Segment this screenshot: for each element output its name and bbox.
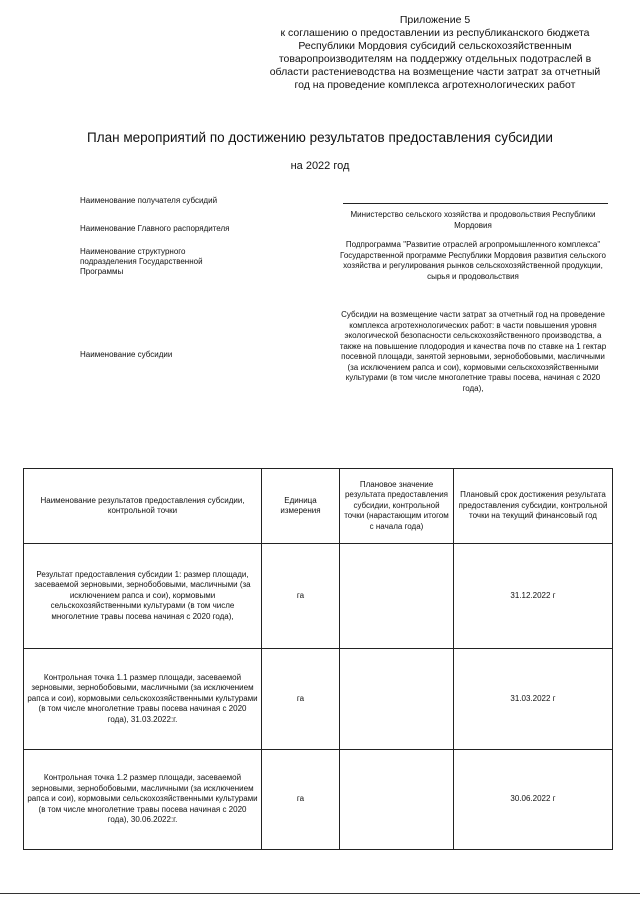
row-plan-value: [340, 649, 454, 750]
row-unit: га: [262, 544, 340, 649]
plan-title: План мероприятий по достижению результатов предоставления субсидии: [87, 130, 553, 145]
table-row: [24, 750, 613, 850]
subdivision-value: Подпрограмма "Развитие отраслей агропромышленного комплекса" Государственной программе Республики Мордовия развития сельского хозяйства и регулирования рынков сельскохозяйственной продукции, сырья и продовольствия: [340, 240, 606, 281]
appendix-line: год на проведение комплекса агротехнологических работ: [294, 79, 576, 91]
row-name: Контрольная точка 1.1 размер площади, засеваемой зерновыми, зернобобовыми, масличными (за исключением рапса и сои), кормовыми сельскохозяйственными культурами (в том числе многолетние травы посева начиная с 2020 года), 31.03.2022:г.: [24, 649, 262, 750]
row-plan-value: [340, 544, 454, 649]
distributor-value: Министерство сельского хозяйства и продовольствия Республики Мордовия: [350, 210, 596, 230]
plan-year: на 2022 год: [290, 160, 350, 172]
table-header-row: [24, 469, 613, 544]
appendix-title: Приложение 5: [399, 14, 471, 26]
subsidy-label: Наименование субсидии: [80, 350, 173, 359]
table-row: [24, 544, 613, 649]
header-plan-value: Плановое значение результата предоставления субсидии, контрольной точки (нарастающим итогом с начала года): [340, 469, 454, 544]
header-result-name: Наименование результатов предоставления субсидии, контрольной точки: [24, 469, 262, 544]
appendix-line: к соглашению о предоставлении из республиканского бюджета: [280, 27, 590, 39]
row-deadline: 30.06.2022 г: [454, 750, 613, 850]
row-deadline: 31.12.2022 г: [454, 544, 613, 649]
header-deadline: Плановый срок достижения результата предоставления субсидии, контрольной точки на текущий финансовый год: [454, 469, 613, 544]
page-bottom-divider: [0, 893, 640, 894]
row-deadline: 31.03.2022 г: [454, 649, 613, 750]
results-table: [23, 468, 613, 850]
appendix-line: товаропроизводителям на поддержку отдельных подотраслей в: [278, 53, 592, 65]
row-unit: га: [262, 649, 340, 750]
subdivision-label: Наименование структурного подразделения Государственной Программы: [80, 247, 203, 276]
row-plan-value: [340, 750, 454, 850]
header-unit: Единица измерения: [262, 469, 340, 544]
row-name: Результат предоставления субсидии 1: размер площади, засеваемой зерновыми, зернобобовыми, масличными (за исключением рапса и сои), кормовыми сельскохозяйственными культурами (в том числе многолетние травы посева начиная с 2020 года),: [24, 544, 262, 649]
recipient-label: Наименование получателя субсидий: [80, 196, 218, 205]
table-row: [24, 649, 613, 750]
appendix-line: области растениеводства на возмещение части затрат за отчетный: [269, 66, 601, 78]
appendix-line: Республики Мордовия субсидий сельскохозяйственным: [298, 40, 572, 52]
row-unit: га: [262, 750, 340, 850]
subsidy-value: Субсидии на возмещение части затрат за отчетный год на проведение комплекса агротехнологических работ: в части повышения уровня экологической безопасности сельскохозяйственного производства, а также на повышение плодородия и качества почв по ставке на 1 гектар посевной площади, занятой зерновыми, зернобобовыми, масличными (за исключением рапса и сои), кормовыми сельскохозяйственными культурами (в том числе многолетние травы посева, начиная с 2020 года),: [339, 310, 607, 393]
distributor-label: Наименование Главного распорядителя: [80, 224, 230, 233]
recipient-underline: [343, 203, 608, 204]
appendix-block: [250, 14, 620, 92]
row-name: Контрольная точка 1.2 размер площади, засеваемой зерновыми, зернобобовыми, масличными (за исключением рапса и сои), кормовыми сельскохозяйственными культурами (в том числе многолетние травы посева начиная с 2020 года), 30.06.2022:г.: [24, 750, 262, 850]
